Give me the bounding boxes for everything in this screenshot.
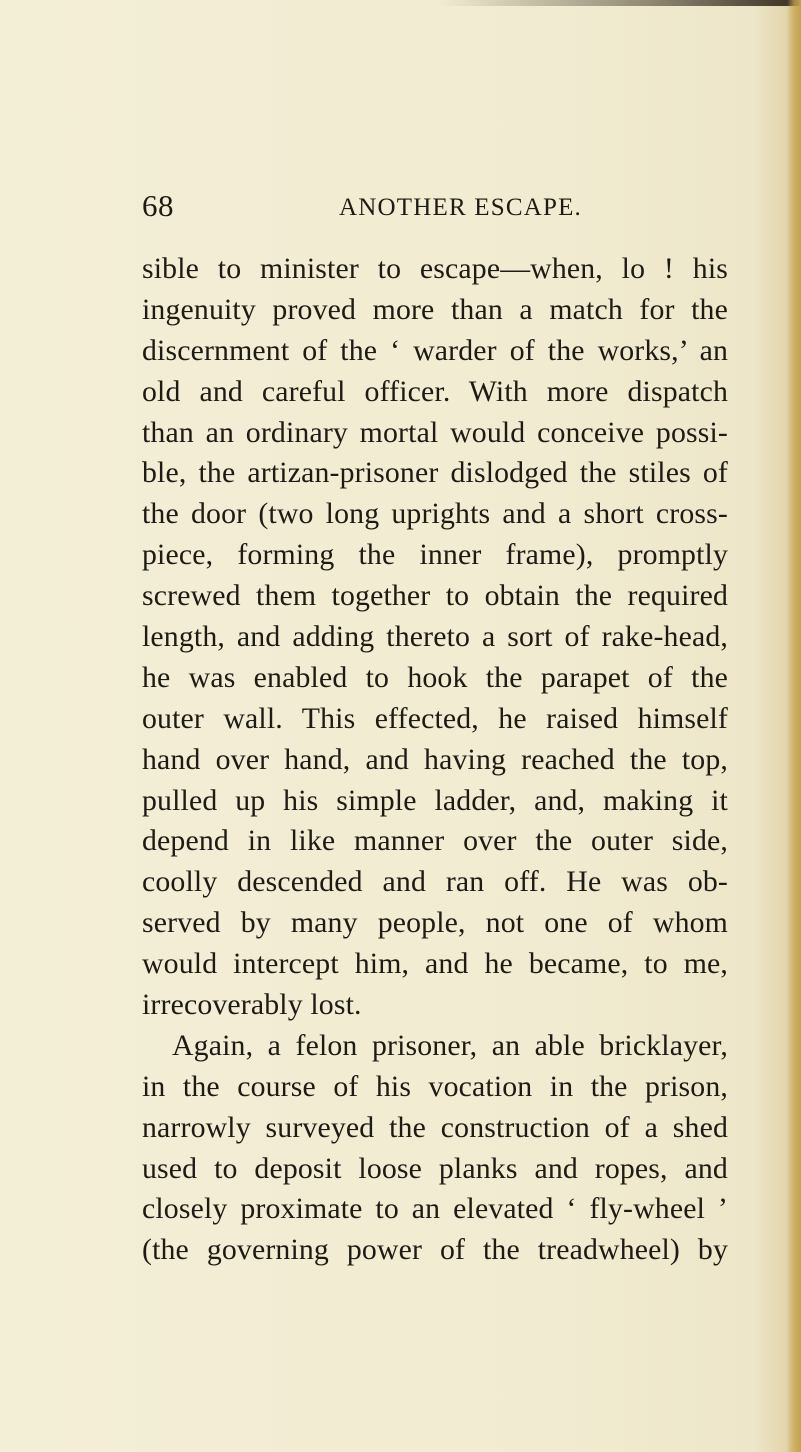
text-line: the door (two long uprights and a short cross- <box>142 497 728 531</box>
page-header <box>142 186 742 226</box>
paragraph-start-line: Again, a felon prisoner, an able bricklayer, <box>172 1028 728 1062</box>
text-line: used to deposit loose planks and ropes, and <box>142 1151 728 1185</box>
text-line: old and careful officer. With more dispatch <box>142 374 728 408</box>
text-line: screwed them together to obtain the required <box>142 579 728 613</box>
text-line: ble, the artizan-prisoner dislodged the stiles of <box>142 456 728 490</box>
text-line: piece, forming the inner frame), promptly <box>142 538 728 572</box>
text-line: coolly descended and ran off. He was ob- <box>142 865 728 899</box>
text-line: pulled up his simple ladder, and, making it <box>142 783 728 817</box>
text-line: would intercept him, and he became, to me, <box>142 947 728 981</box>
text-line: sible to minister to escape—when, lo ! his <box>142 252 728 285</box>
text-line: he was enabled to hook the parapet of the <box>142 660 728 694</box>
page-number: 68 <box>142 188 174 223</box>
page-top-shadow <box>440 0 801 6</box>
text-line: closely proximate to an elevated ‘ fly-wheel ’ <box>142 1192 728 1226</box>
text-line: ingenuity proved more than a match for the <box>142 292 728 326</box>
page-right-edge <box>787 0 801 1452</box>
text-line: served by many people, not one of whom <box>142 906 728 940</box>
text-line: in the course of his vocation in the prison, <box>142 1069 728 1103</box>
running-head: ANOTHER ESCAPE. <box>339 194 583 221</box>
text-line: length, and adding thereto a sort of rake-head, <box>142 620 728 654</box>
body-text <box>142 249 728 1271</box>
text-line: than an ordinary mortal would conceive possi- <box>142 415 728 449</box>
paragraph-end-line: irrecoverably lost. <box>142 988 362 1022</box>
text-line: discernment of the ‘ warder of the works,’ an <box>142 333 728 367</box>
text-line: hand over hand, and having reached the top, <box>142 742 728 776</box>
text-line: depend in like manner over the outer side, <box>142 824 728 858</box>
text-line: narrowly surveyed the construction of a shed <box>142 1110 728 1144</box>
text-line: outer wall. This effected, he raised himself <box>142 701 728 735</box>
text-line: (the governing power of the treadwheel) by <box>142 1233 728 1267</box>
